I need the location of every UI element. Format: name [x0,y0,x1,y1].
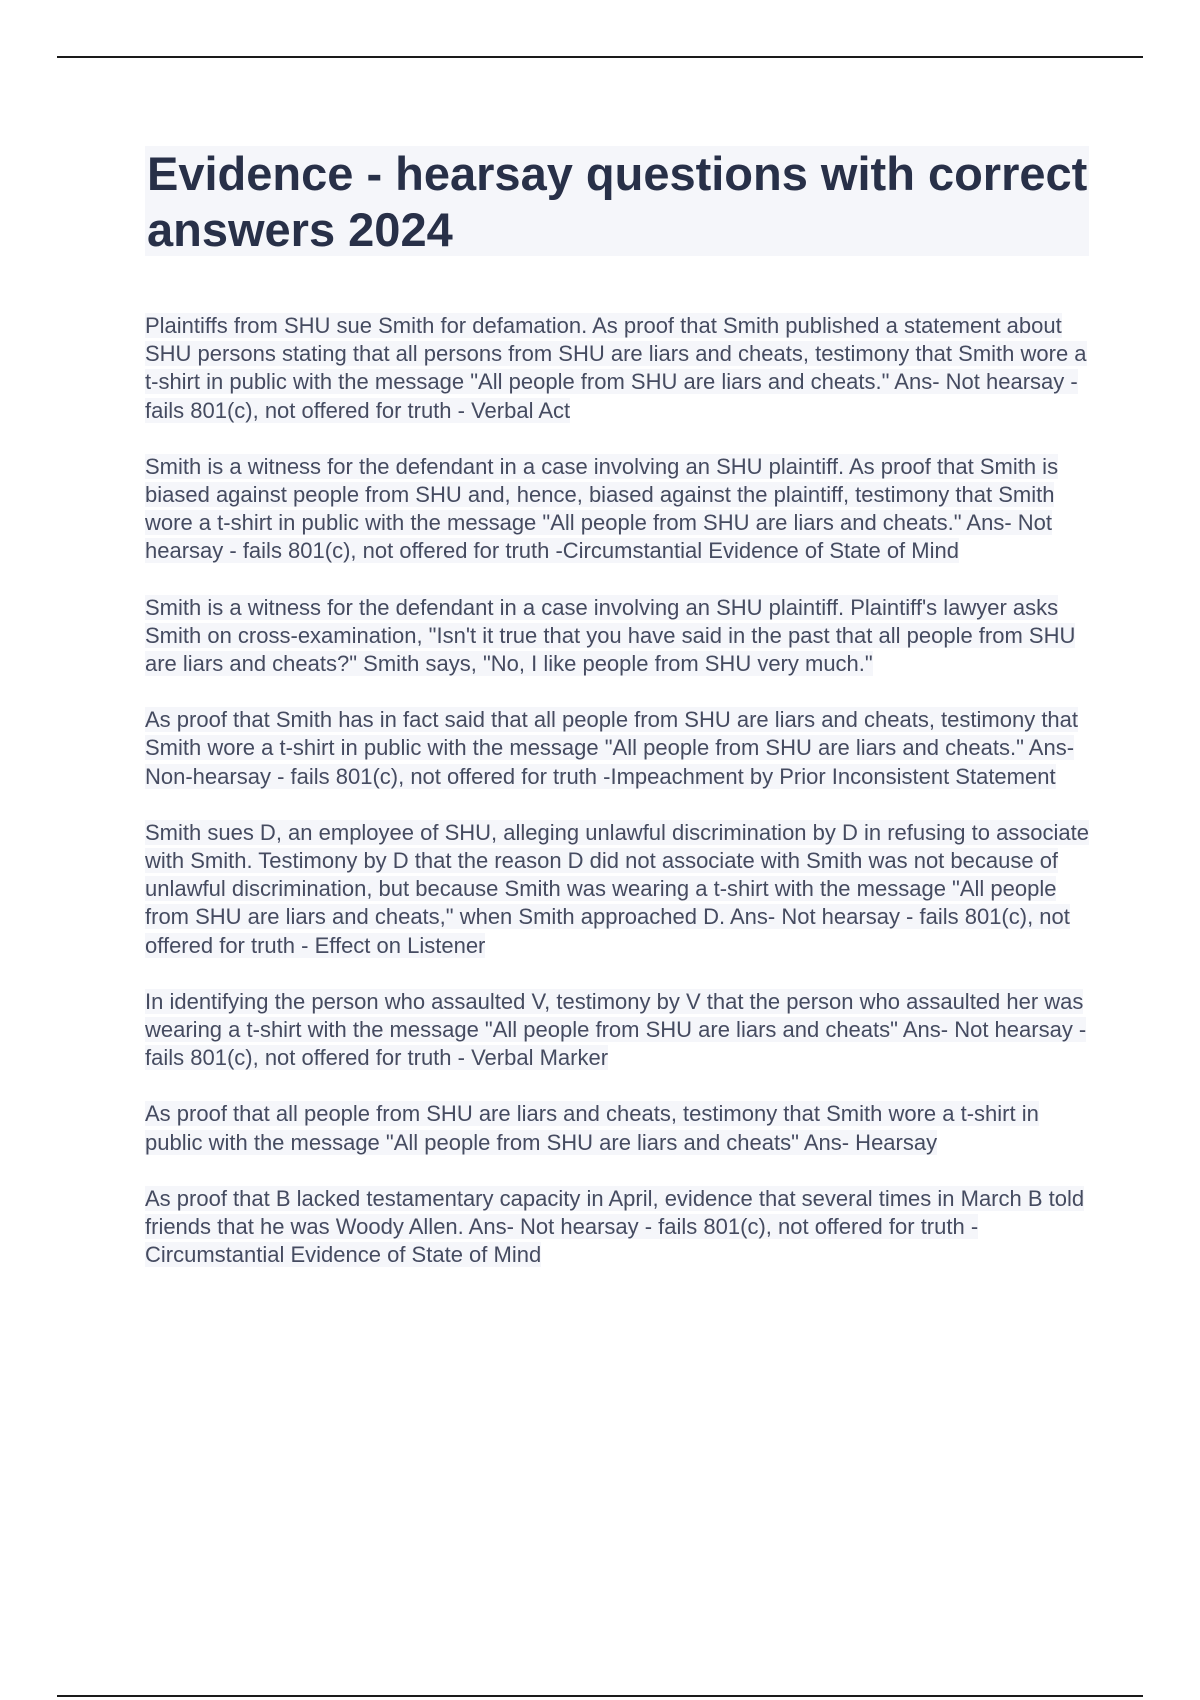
top-rule [57,56,1143,58]
qa-list [145,312,1095,1297]
qa-text: Plaintiffs from SHU sue Smith for defamation. As proof that Smith published a statement about SHU persons stating that all persons from SHU are liars and cheats, testimony that Smith wore a t-shirt in public with the message "All people from SHU are liars and cheats." Ans- Not hearsay - fails 801(c), not offered for truth - Verbal Act [145,313,1087,423]
bottom-rule [57,1695,1143,1697]
qa-item-6 [145,988,1095,1073]
qa-item-8 [145,1185,1095,1270]
qa-item-3 [145,594,1095,679]
qa-text: Smith is a witness for the defendant in a case involving an SHU plaintiff. As proof that Smith is biased against people from SHU and, hence, biased against the plaintiff, testimony that Smith wore a t-shirt in public with the message "All people from SHU are liars and cheats." Ans- Not hearsay - fails 801(c), not offered for truth -Circumstantial Evidence of State of Mind [145,453,1059,564]
qa-text: Smith is a witness for the defendant in a case involving an SHU plaintiff. Plaintiff's lawyer asks Smith on cross-examination, "Isn't it true that you have said in the past that all people from SHU are liars and cheats?" Smith says, "No, I like people from SHU very much." [145,594,1076,677]
qa-item-4 [145,706,1095,791]
qa-text: As proof that B lacked testamentary capacity in April, evidence that several times in March B told friends that he was Woody Allen. Ans- Not hearsay - fails 801(c), not offered for truth -Circumstantial Evidence of State of Mind [145,1185,1085,1268]
qa-text: In identifying the person who assaulted V, testimony by V that the person who assaulted her was wearing a t-shirt with the message "All people from SHU are liars and cheats" Ans- Not hearsay - fails 801(c), not offered for truth - Verbal Marker [145,988,1087,1071]
qa-text: As proof that Smith has in fact said that all people from SHU are liars and cheats, testimony that Smith wore a t-shirt in public with the message "All people from SHU are liars and cheats." Ans- Non-hearsay - fails 801(c), not offered for truth -Impeachment by Prior Inconsistent Statement [145,707,1079,789]
qa-item-2 [145,453,1095,566]
qa-item-1 [145,312,1095,425]
title-block [145,146,1089,256]
qa-text: Smith sues D, an employee of SHU, alleging unlawful discrimination by D in refusing to associate with Smith. Testimony by D that the reason D did not associate with Smith was not because of unlawful discrimination, but because Smith was wearing a t-shirt with the message "All people from SHU are liars and cheats," when Smith approached D. Ans- Not hearsay - fails 801(c), not offered for truth - Effect on Listener [145,819,1090,958]
qa-item-5 [145,819,1095,960]
qa-item-7 [145,1100,1095,1156]
page-title: Evidence - hearsay questions with correct answers 2024 [147,147,1088,256]
qa-text: As proof that all people from SHU are liars and cheats, testimony that Smith wore a t-shirt in public with the message "All people from SHU are liars and cheats" Ans- Hearsay [145,1101,1039,1155]
